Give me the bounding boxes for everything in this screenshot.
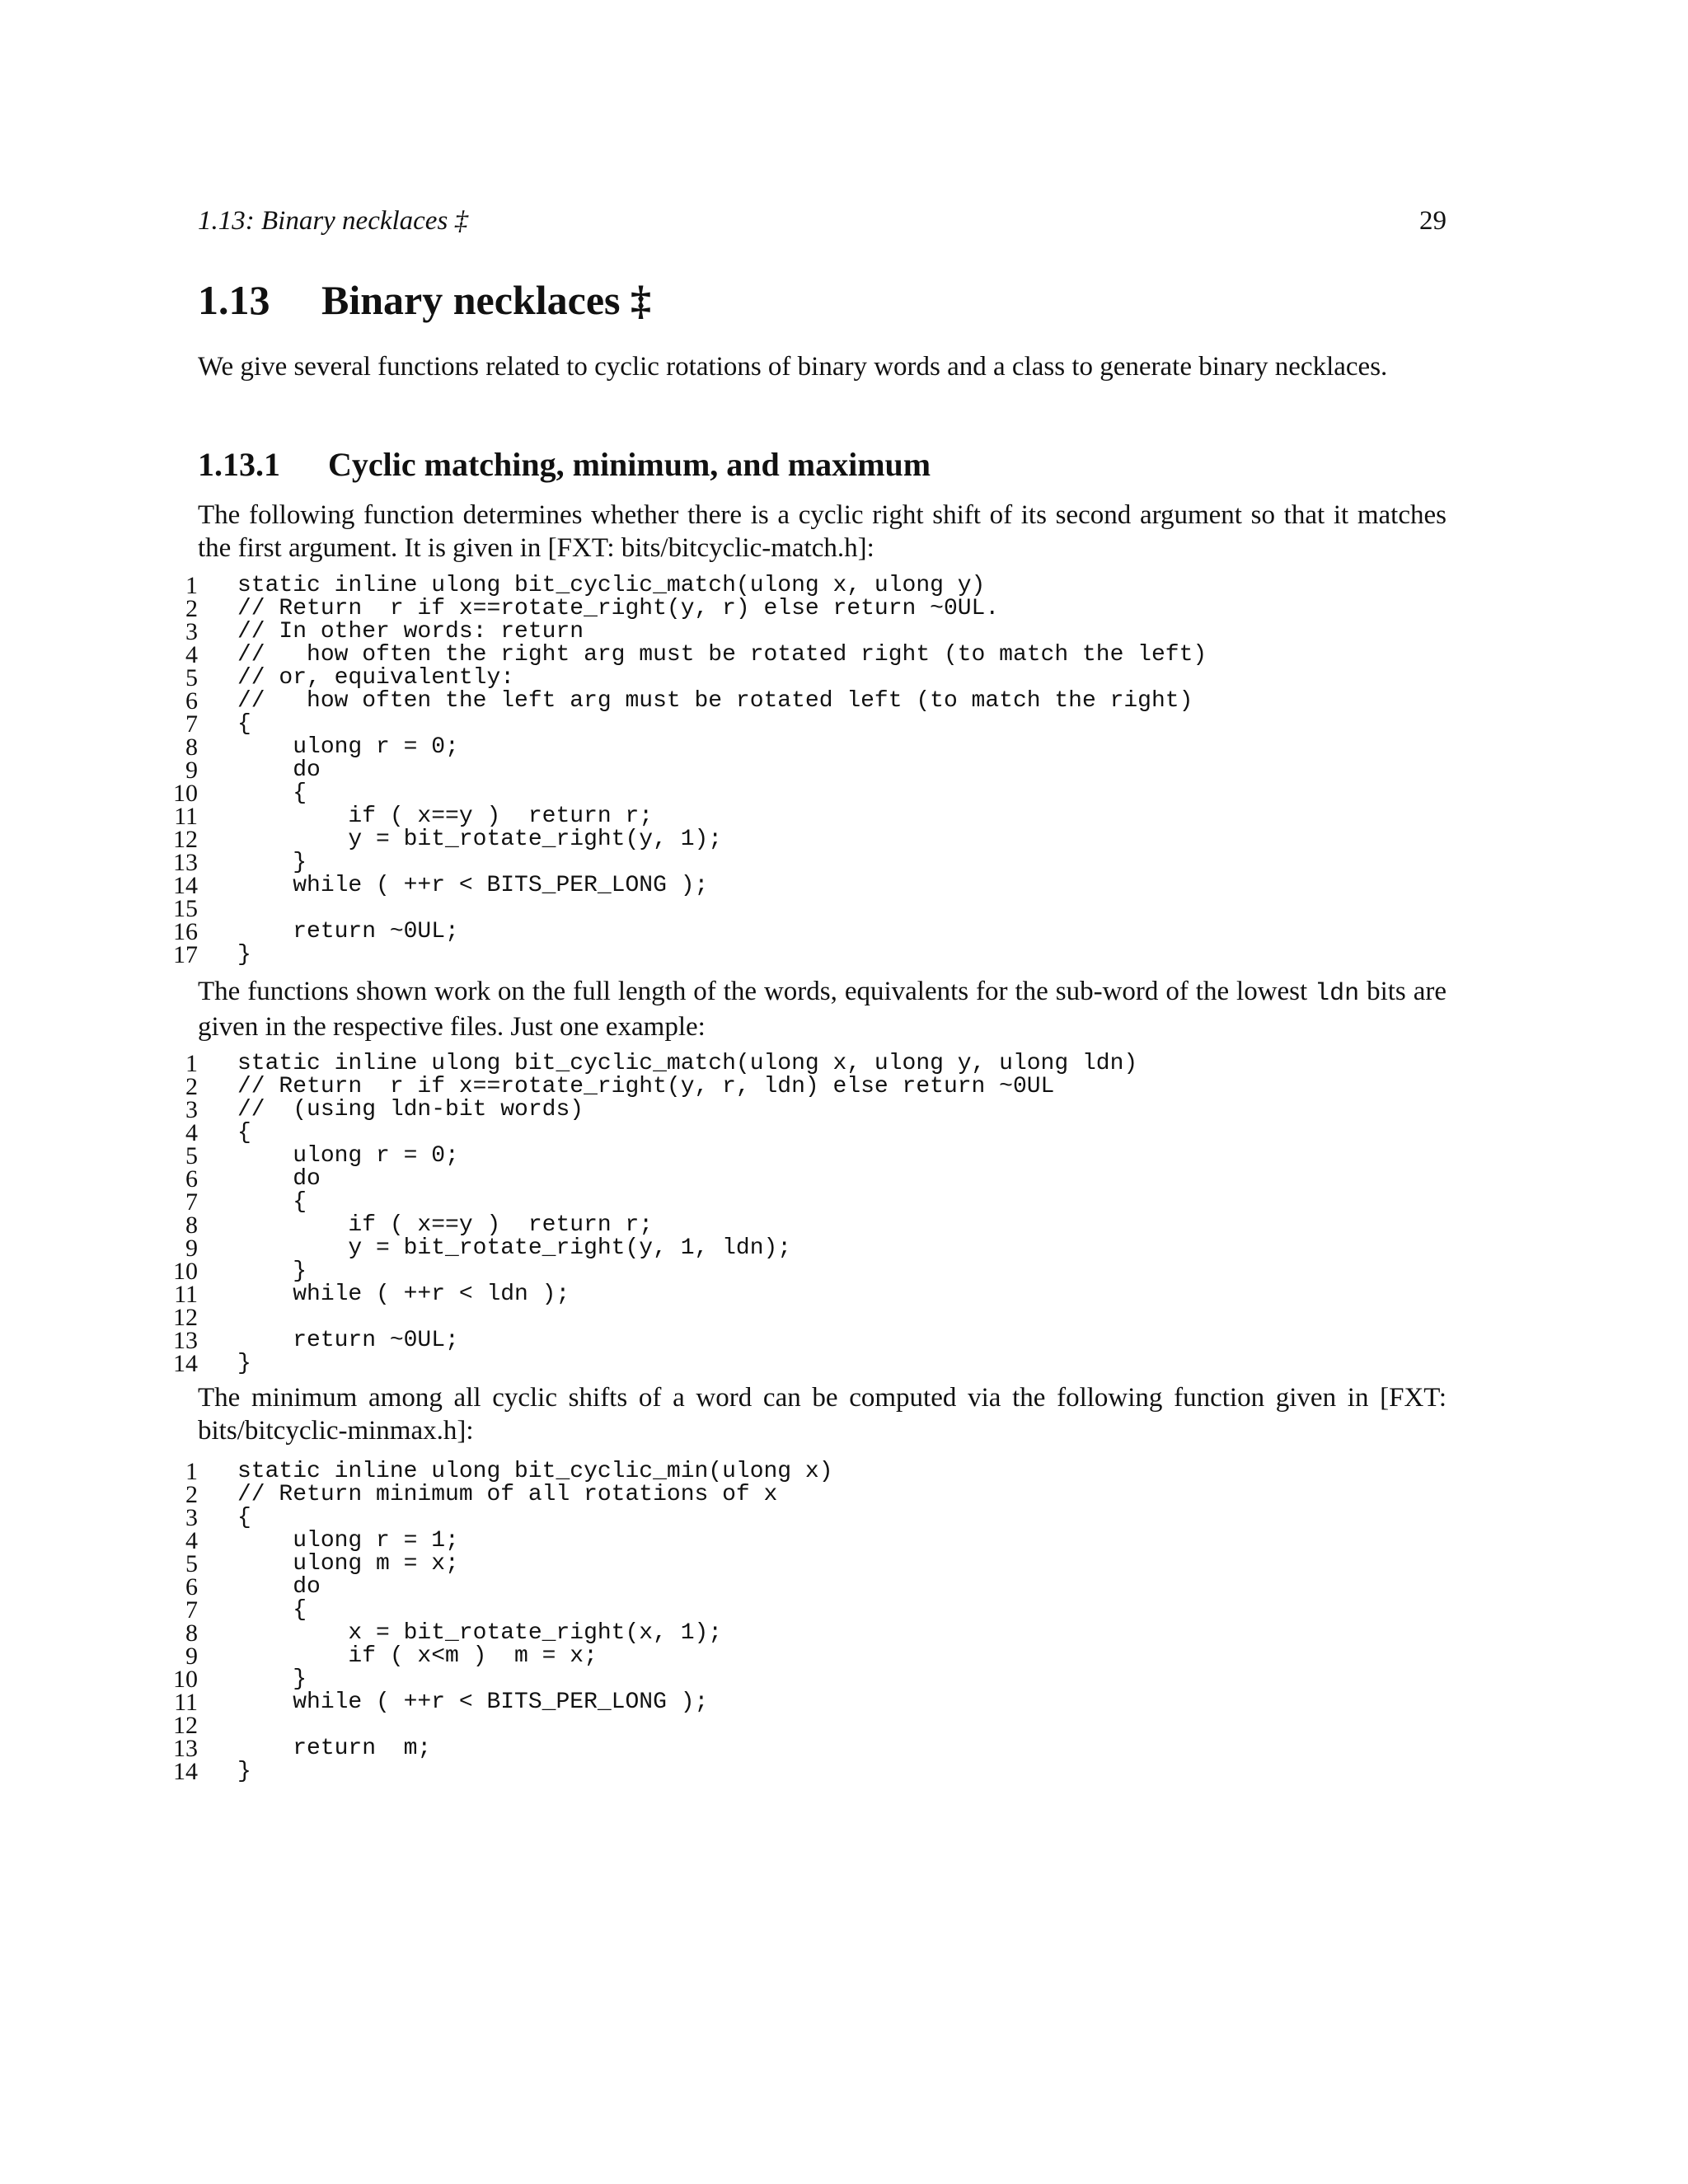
code-text: static inline ulong bit_cyclic_match(ulong x, ulong y, ulong ldn): [237, 1051, 1138, 1076]
code-text: }: [237, 1258, 307, 1284]
code-line: [165, 618, 1484, 645]
subsection-number: 1.13.1: [198, 446, 280, 483]
code-text: do: [237, 1166, 321, 1192]
code-line: [165, 782, 1484, 805]
line-number: 4: [185, 641, 198, 668]
code-text: }: [237, 850, 307, 875]
paragraph-2-text-a: The functions shown work on the full length of the words, equivalents for the sub-word of the lowest: [198, 977, 1315, 1006]
line-number: 13: [173, 1735, 198, 1762]
line-number: 14: [173, 1350, 198, 1377]
code-line: [165, 1504, 1484, 1531]
code-text: }: [237, 1351, 251, 1376]
code-text: return m;: [237, 1736, 432, 1761]
line-number: 8: [185, 1212, 198, 1239]
code-line: [165, 1237, 1484, 1260]
code-line: [165, 1645, 1484, 1668]
code-line: [165, 805, 1484, 828]
line-number: 12: [173, 826, 198, 853]
code-line: [165, 1260, 1484, 1283]
line-number: 17: [173, 941, 198, 968]
code-line: [165, 895, 1484, 922]
code-text: // or, equivalently:: [237, 665, 515, 691]
code-text: ulong r = 0;: [237, 1143, 459, 1169]
code-line: [165, 733, 1484, 761]
code-line: [165, 1329, 1484, 1352]
line-number: 12: [173, 1304, 198, 1331]
paragraph-3: The minimum among all cyclic shifts of a word can be computed via the following function given in [FXT: bits/bitcyclic-minmax.h]:: [198, 1383, 1447, 1446]
code-line: [165, 851, 1484, 874]
section-heading: [198, 276, 651, 324]
line-number: 1: [185, 1458, 198, 1485]
code-text: }: [237, 1759, 251, 1784]
paragraph-2-text-b: bits are given in the respective files. Just one example:: [198, 977, 1447, 1042]
code-line: [165, 687, 1484, 715]
code-line: [165, 1550, 1484, 1577]
line-number: 14: [173, 872, 198, 899]
code-line: [165, 1668, 1484, 1691]
code-text: ulong r = 0;: [237, 734, 459, 760]
code-text: {: [237, 1505, 251, 1530]
code-text: {: [237, 711, 251, 737]
line-number: 9: [185, 1643, 198, 1670]
code-text: }: [237, 1666, 307, 1692]
line-number: 4: [185, 1527, 198, 1554]
code-text: if ( x<m ) m = x;: [237, 1643, 598, 1669]
line-number: 11: [174, 1281, 198, 1308]
code-text: return ~0UL;: [237, 919, 459, 944]
code-text: // In other words: return: [237, 619, 584, 644]
code-line: [165, 1483, 1484, 1507]
line-number: 9: [185, 1235, 198, 1262]
line-number: 8: [185, 733, 198, 761]
code-text: y = bit_rotate_right(y, 1, ldn);: [237, 1235, 792, 1261]
code-line: [165, 664, 1484, 691]
code-line: [165, 941, 1484, 968]
code-line: [165, 1119, 1484, 1146]
code-line: [165, 1573, 1484, 1601]
code-text: y = bit_rotate_right(y, 1);: [237, 827, 723, 852]
line-number: 6: [185, 1165, 198, 1193]
code-line: [165, 1214, 1484, 1237]
code-text: ulong r = 1;: [237, 1528, 459, 1554]
code-text: while ( ++r < BITS_PER_LONG );: [237, 873, 709, 898]
line-number: 13: [173, 849, 198, 876]
line-number: 2: [185, 1481, 198, 1508]
line-number: 5: [185, 1142, 198, 1169]
code-text: return ~0UL;: [237, 1328, 459, 1353]
line-number: 13: [173, 1327, 198, 1354]
code-line: [165, 595, 1484, 622]
code-line: [165, 641, 1484, 668]
line-number: 7: [185, 710, 198, 738]
code-line: [165, 828, 1484, 851]
line-number: 1: [185, 572, 198, 599]
code-text: static inline ulong bit_cyclic_match(ulong x, ulong y): [237, 573, 986, 598]
line-number: 12: [173, 1712, 198, 1739]
paragraph-2: [198, 975, 1447, 1043]
code-line: [165, 1096, 1484, 1123]
paragraph-1: The following function determines whether there is a cyclic right shift of its second argument so that it matches the first argument. It is given in [FXT: bits/bitcyclic-match.h]:: [198, 500, 1447, 563]
code-text: if ( x==y ) return r;: [237, 804, 654, 829]
line-number: 10: [173, 780, 198, 807]
line-number: 5: [185, 1550, 198, 1577]
code-text: static inline ulong bit_cyclic_min(ulong x): [237, 1459, 833, 1484]
code-line: [165, 1737, 1484, 1760]
line-number: 1: [185, 1050, 198, 1077]
line-number: 8: [185, 1619, 198, 1647]
subsection-heading: [198, 445, 931, 484]
code-line: [165, 1596, 1484, 1624]
subsection-title: Cyclic matching, minimum, and maximum: [328, 446, 931, 483]
code-line: [165, 1619, 1484, 1647]
code-text: do: [237, 1574, 321, 1600]
code-text: {: [237, 1597, 307, 1623]
code-text: x = bit_rotate_right(x, 1);: [237, 1620, 723, 1646]
code-line: [165, 1527, 1484, 1554]
code-line: [165, 918, 1484, 945]
code-text: while ( ++r < ldn );: [237, 1282, 570, 1307]
code-line: [165, 1188, 1484, 1216]
code-line: [165, 759, 1484, 782]
code-text: if ( x==y ) return r;: [237, 1212, 654, 1238]
code-line: [165, 1142, 1484, 1169]
line-number: 3: [185, 618, 198, 645]
code-line: [165, 1714, 1484, 1737]
code-listing-3: [165, 1460, 1484, 1783]
line-number: 3: [185, 1096, 198, 1123]
code-text: // Return r if x==rotate_right(y, r) else return ~0UL.: [237, 596, 1000, 621]
line-number: 6: [185, 687, 198, 715]
running-title: 1.13: Binary necklaces ‡: [198, 206, 469, 236]
code-text: // how often the left arg must be rotated left (to match the right): [237, 688, 1193, 714]
line-number: 3: [185, 1504, 198, 1531]
code-line: [165, 1073, 1484, 1100]
running-header: [198, 206, 1447, 239]
code-text: do: [237, 757, 321, 783]
code-line: [165, 1760, 1484, 1783]
line-number: 2: [185, 1073, 198, 1100]
line-number: 14: [173, 1758, 198, 1785]
line-number: 10: [173, 1666, 198, 1693]
code-text: // Return minimum of all rotations of x: [237, 1482, 778, 1507]
line-number: 4: [185, 1119, 198, 1146]
code-line: [165, 710, 1484, 738]
line-number: 16: [173, 918, 198, 945]
code-line: [165, 1460, 1484, 1483]
code-line: [165, 1691, 1484, 1714]
code-line: [165, 874, 1484, 898]
section-title: Binary necklaces ‡: [321, 277, 651, 323]
code-line: [165, 1352, 1484, 1376]
code-listing-2: [165, 1052, 1484, 1376]
inline-code-ldn: ldn: [1315, 980, 1360, 1008]
line-number: 5: [185, 664, 198, 691]
code-text: ulong m = x;: [237, 1551, 459, 1577]
code-text: {: [237, 1189, 307, 1215]
code-line: [165, 1165, 1484, 1193]
section-number: 1.13: [198, 277, 270, 323]
line-number: 6: [185, 1573, 198, 1601]
line-number: 10: [173, 1258, 198, 1285]
code-listing-1: [165, 574, 1484, 967]
line-number: 11: [174, 803, 198, 830]
section-intro: We give several functions related to cyclic rotations of binary words and a class to generate binary necklaces.: [198, 352, 1388, 382]
line-number: 7: [185, 1188, 198, 1216]
line-number: 9: [185, 757, 198, 784]
page-number: 29: [1419, 206, 1447, 236]
code-line: [165, 1306, 1484, 1329]
code-text: }: [237, 942, 251, 968]
code-line: [165, 1052, 1484, 1076]
line-number: 11: [174, 1689, 198, 1716]
code-text: // Return r if x==rotate_right(y, r, ldn) else return ~0UL: [237, 1074, 1055, 1099]
code-text: // (using ldn-bit words): [237, 1097, 584, 1122]
line-number: 2: [185, 595, 198, 622]
code-line: [165, 574, 1484, 598]
code-text: // how often the right arg must be rotated right (to match the left): [237, 642, 1207, 668]
code-line: [165, 1283, 1484, 1306]
code-text: {: [237, 1120, 251, 1146]
code-text: {: [237, 780, 307, 806]
line-number: 7: [185, 1596, 198, 1624]
code-text: while ( ++r < BITS_PER_LONG );: [237, 1690, 709, 1715]
line-number: 15: [173, 895, 198, 922]
